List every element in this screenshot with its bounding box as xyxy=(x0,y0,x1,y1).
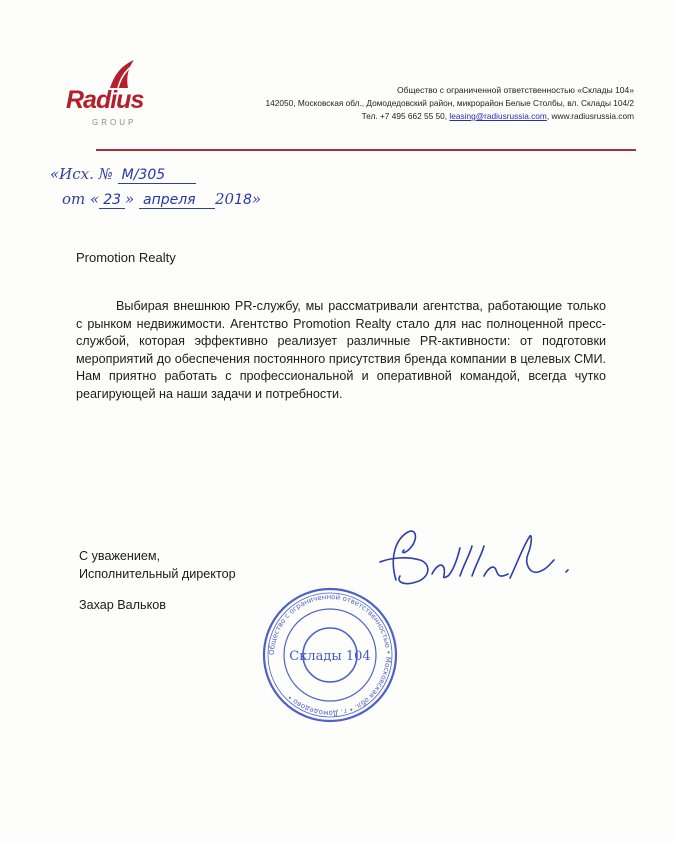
signer-position: Исполнительный директор xyxy=(79,567,236,581)
signer-name: Захар Вальков xyxy=(79,598,166,612)
company-logo xyxy=(66,58,162,130)
company-contacts xyxy=(266,110,634,123)
signature-block xyxy=(79,547,236,583)
outgoing-number-field xyxy=(118,165,196,184)
date-prefix: от « xyxy=(62,190,100,208)
seal-outer-text: Общество с ограниченной ответственностью • Московская обл. • г. Домодедово • xyxy=(267,592,393,718)
logo-name: Radius xyxy=(66,86,144,114)
seal-center-text: Склады 104 xyxy=(289,649,371,664)
company-address: 142050, Московская обл., Домодедовский район, микрорайон Белые Столбы, вл. Склады 104/2 xyxy=(265,98,634,108)
date-suffix: » xyxy=(251,190,262,208)
letter-body: Выбирая внешнюю PR-службу, мы рассматривали агентства, работающие только с рынком недвижимости. Агентство Promotion Realty стало для нас полноценной пресс-службой, которая эффективно реализует различные PR-активности: от подготовки мероприятий до обеспечения постоянного присутствия бренда компании в целевых СМИ. Нам приятно работать с профессиональной и оперативной командой, всегда чутко реагирующей на наши задачи и потребности. xyxy=(76,299,606,401)
company-phone: Тел. +7 495 662 55 50, xyxy=(361,111,448,121)
date-year-prefix: 20 xyxy=(215,190,235,208)
date-month: апреля xyxy=(143,192,196,208)
outgoing-date-row xyxy=(62,190,261,209)
date-day-field xyxy=(99,190,125,209)
date-year-suffix: 18 xyxy=(234,192,252,208)
company-email-link[interactable]: leasing@radiusrussia.com xyxy=(449,111,547,121)
company-seal xyxy=(260,585,400,725)
date-day: 23 xyxy=(103,192,122,208)
company-header xyxy=(266,84,634,123)
outgoing-number-prefix: «Исх. № xyxy=(50,165,113,183)
company-name: Общество с ограниченной ответственностью «Склады 104» xyxy=(397,85,634,95)
logo-group: GROUP xyxy=(92,118,137,127)
date-month-field xyxy=(139,190,215,209)
outgoing-number-row xyxy=(50,165,196,184)
outgoing-number: М/305 xyxy=(121,167,166,183)
recipient: Promotion Realty xyxy=(76,250,176,265)
header-divider xyxy=(96,149,636,151)
company-site: , www.radiusrussia.com xyxy=(546,111,634,121)
closing: С уважением, xyxy=(79,549,161,563)
date-sep: » xyxy=(125,190,135,208)
